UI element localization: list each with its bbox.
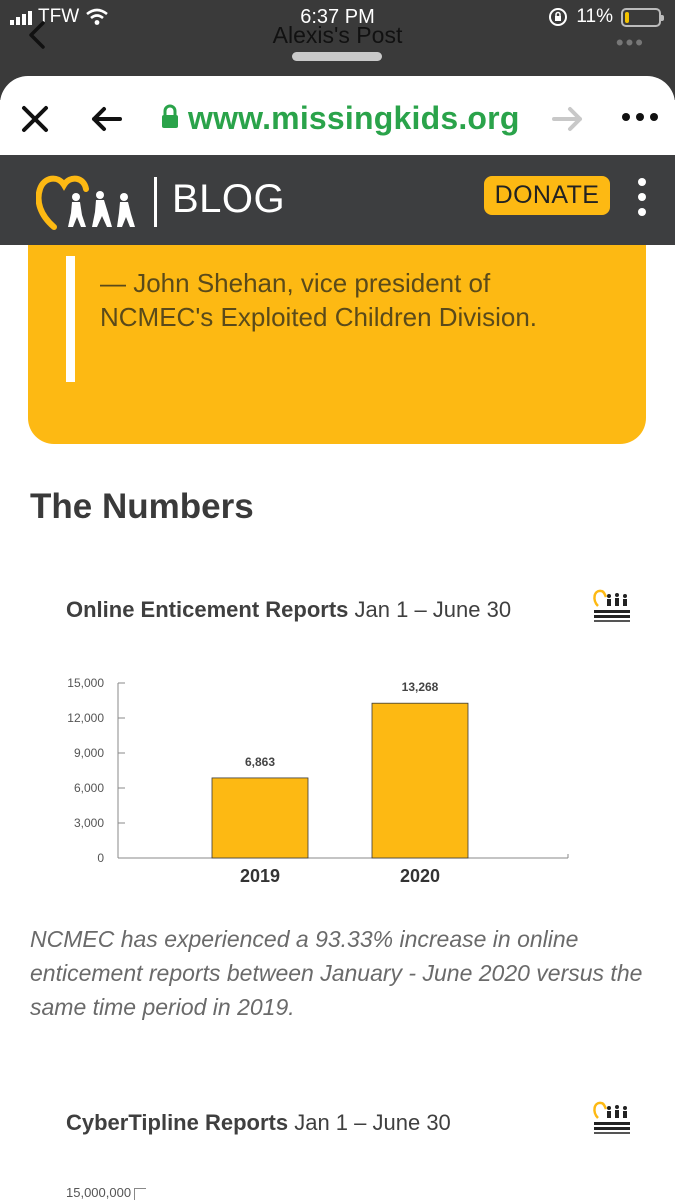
- post-title: Alexis's Post: [272, 22, 403, 48]
- ncmec-mini-logo-icon-2: [592, 1098, 632, 1140]
- y-tick-label: 15,000: [67, 676, 104, 690]
- y-tick-label: 9,000: [73, 746, 104, 760]
- ncmec-mini-logo-icon: [592, 586, 632, 628]
- quote-accent-bar: [66, 256, 75, 382]
- sheet-grabber[interactable]: [292, 52, 382, 61]
- close-icon[interactable]: [18, 102, 52, 136]
- y-tick-label: 12,000: [67, 711, 104, 725]
- chart2-title-range: Jan 1 – June 30: [294, 1110, 451, 1135]
- browser-back-icon[interactable]: [88, 102, 124, 136]
- chart2-title: [66, 1110, 451, 1136]
- browser-forward-icon[interactable]: [550, 102, 586, 136]
- logo-divider: [154, 177, 157, 227]
- bar: [372, 703, 468, 858]
- lock-icon: [160, 104, 180, 130]
- ncmec-logo-icon[interactable]: [36, 171, 142, 233]
- url-field[interactable]: www.missingkids.org: [188, 100, 520, 136]
- bar: [212, 778, 308, 858]
- quote-callout: [28, 210, 646, 444]
- bar-value-label: 6,863: [244, 754, 276, 769]
- y-tick-label: 0: [97, 851, 104, 865]
- battery-level: [625, 12, 629, 23]
- status-time: 6:37 PM: [300, 6, 375, 28]
- online-enticement-chart: [50, 665, 590, 895]
- section-title: The Numbers: [30, 487, 254, 526]
- chart-title: [66, 597, 511, 623]
- x-category-label: 2019: [239, 866, 281, 886]
- y-tick-label: 3,000: [73, 816, 104, 830]
- browser-toolbar: [0, 78, 675, 154]
- carrier-label: TFW: [38, 6, 80, 27]
- site-menu-icon[interactable]: [632, 176, 652, 218]
- post-options-icon[interactable]: •••: [615, 30, 645, 55]
- chart2-top-tick: 15,000,000: [66, 1185, 132, 1200]
- blog-label[interactable]: BLOG: [172, 177, 286, 221]
- chart-title-range: Jan 1 – June 30: [354, 597, 512, 622]
- donate-button[interactable]: DONATE: [484, 176, 610, 215]
- chart-caption: NCMEC has experienced a 93.33% increase in online enticement reports between January - June 2020 versus the same time period in 2019.: [30, 926, 643, 1020]
- browser-menu-icon[interactable]: [618, 102, 662, 132]
- battery-percent: 11%: [576, 6, 613, 27]
- bar-value-label: 13,268: [401, 680, 439, 695]
- chart-title-bold: Online Enticement Reports: [66, 597, 349, 622]
- quote-attribution: — John Shehan, vice president of NCMEC's Exploited Children Division.: [100, 268, 537, 332]
- chart2-axis: [134, 1188, 146, 1200]
- chart2-title-bold: CyberTipline Reports: [66, 1110, 289, 1135]
- x-category-label: 2020: [399, 866, 441, 886]
- y-tick-label: 6,000: [73, 781, 104, 795]
